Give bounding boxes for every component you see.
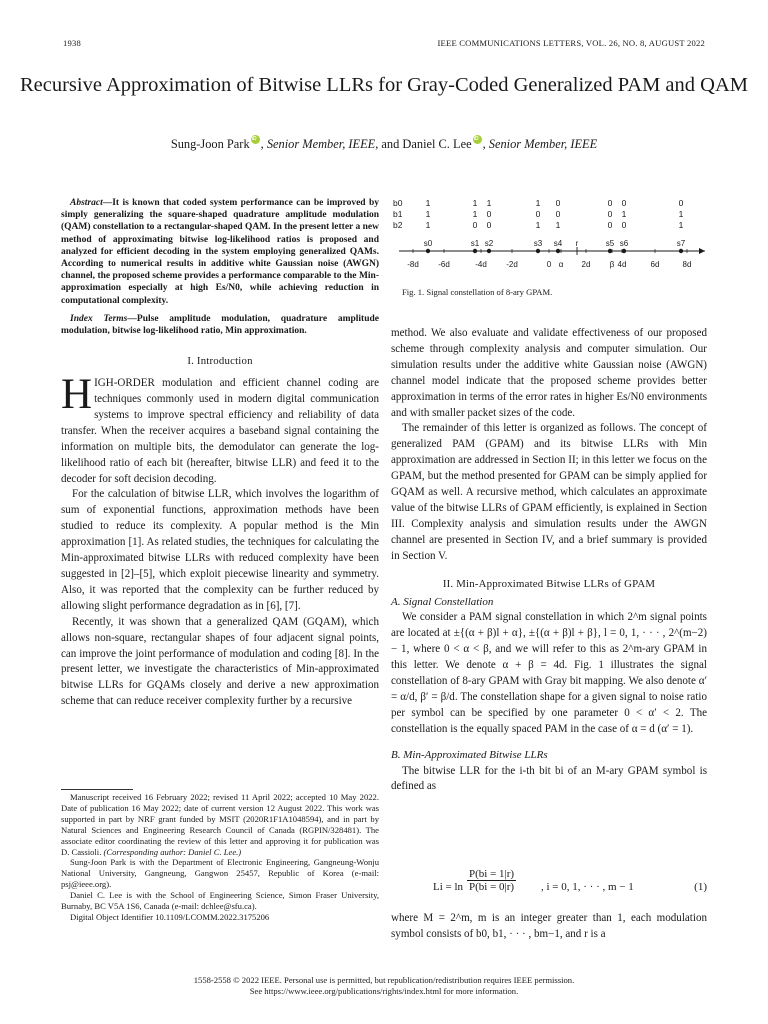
equation-denominator: P(bi = 0|r) <box>469 881 515 893</box>
signal-point <box>473 249 477 253</box>
axis-tick-label: 8d <box>682 260 692 269</box>
equation-lhs: Li = ln <box>433 881 464 893</box>
axis-tick-label: β <box>609 260 615 269</box>
author-name-1: Sung-Joon Park <box>170 137 250 151</box>
equation-1 <box>433 868 707 908</box>
bit-value: 1 <box>425 198 431 208</box>
right-paragraph-final: where M = 2^m, m is an integer greater than 1, each modulation symbol consists of b0, b1, · · · , bm−1, and r is a <box>391 912 707 940</box>
signal-point <box>622 249 626 253</box>
equation-rhs: , i = 0, 1, · · · , m − 1 <box>541 881 634 893</box>
bit-value: 0 <box>555 209 561 219</box>
bit-value: 1 <box>621 209 627 219</box>
right-column-continued <box>391 911 707 943</box>
abstract-label: Abstract— <box>70 198 113 208</box>
axis-tick-label: 0 <box>546 260 552 269</box>
axis-tick-label: -2d <box>506 260 518 269</box>
bit-value: 1 <box>472 198 478 208</box>
copyright-line-2: See https://www.ieee.org/publications/rights/index.html for more information. <box>249 985 519 996</box>
left-column <box>61 197 379 710</box>
symbol-label: s3 <box>533 239 543 248</box>
symbol-label: r <box>575 239 579 248</box>
footnote-affiliation-2: Daniel C. Lee is with the School of Engineering Science, Simon Fraser University, Burnaby, BC V5A 1S6, Canada (e-mail: dchlee@sfu.ca). <box>61 890 379 912</box>
subsection-a-paragraph: We consider a PAM signal constellation in which 2^m signal points are located at ±{(α + β)l + α}, ±{(α + β)l + β}, l = 0, 1, · · · , 2^(m−2) − 1, where 0 < α < β, and we will refer to this as 2^m-ary GPAM in this letter. We denote α + β = 4d. Fig. 1 illustrates the signal constellation of 8-ary GPAM with Gray bit mapping. We also denote α′ = α/d, β′ = β/d. The constellation shape for a given signal to noise ratio per symbol can be specified by one parameter 0 < α′ < 2. The constellation is the equally spaced PAM in the case of α = d (α′ = 1). <box>391 611 707 735</box>
constellation-diagram <box>391 196 707 280</box>
bit-value: 1 <box>555 220 561 230</box>
signal-point <box>679 249 683 253</box>
bit-value: 0 <box>486 220 492 230</box>
figure-caption: Fig. 1. Signal constellation of 8-ary GPAM. <box>402 287 553 297</box>
bit-value: 1 <box>486 198 492 208</box>
bit-value: 1 <box>425 220 431 230</box>
bit-value: 0 <box>678 198 684 208</box>
symbol-label: s0 <box>423 239 433 248</box>
signal-point <box>487 249 491 253</box>
signal-point <box>536 249 540 253</box>
footnote-doi: Digital Object Identifier 10.1109/LCOMM.2022.3175206 <box>70 911 270 922</box>
orcid-icon[interactable] <box>473 135 482 144</box>
bit-value: 1 <box>535 220 541 230</box>
bit-value: 0 <box>535 209 541 219</box>
footnote-manuscript <box>61 792 379 857</box>
bit-value: 0 <box>486 209 492 219</box>
symbol-label: s4 <box>553 239 563 248</box>
symbol-label: s7 <box>676 239 686 248</box>
footnote-rule <box>61 789 133 790</box>
footnotes <box>61 792 379 923</box>
index-terms-label: Index Terms— <box>70 313 137 324</box>
subsection-b-heading: B. Min-Approximated Bitwise LLRs <box>391 748 548 761</box>
bit-label-b0: b0 <box>393 198 403 208</box>
subsection-b-paragraph: The bitwise LLR for the i-th bit bi of an M-ary GPAM symbol is defined as <box>391 764 707 793</box>
intro-paragraph-2: For the calculation of bitwise LLR, which involves the logarithm of sum of exponential functions, approximation methods have been studied to reduce its complexity. A popular method is the Min approximation [1]. As related studies, the techniques for calculating the Min-approximated bitwise LLRs with reduced complexity have been suggested in [2]–[5], which exploit piecewise linearity and symmetry. Also, it was reported that the complexity can be further reduced by allowing slight performance degradation as in [6], [7]. <box>61 488 379 612</box>
bit-value: 0 <box>607 209 613 219</box>
bit-value: 1 <box>535 198 541 208</box>
running-header: IEEE COMMUNICATIONS LETTERS, VOL. 26, NO. 8, AUGUST 2022 <box>437 38 705 48</box>
axis-tick-label: -8d <box>407 260 419 269</box>
author-line: Sung-Joon ParkiD , Senior Member, IEEE, and Daniel C. LeeiD , Senior Member, IEEE <box>0 135 768 152</box>
bit-value: 1 <box>678 209 684 219</box>
section-heading-intro: I. Introduction <box>187 355 253 368</box>
equation-fraction <box>467 868 516 893</box>
axis-tick-label: -6d <box>438 260 450 269</box>
symbol-label: s6 <box>619 239 629 248</box>
abstract-text: It is known that coded system performance can be improved by simply generalizing the square-shaped quadrature amplitude modulation (QAM) constellation to a rectangular-shaped QAM. In the present letter a new method of approximating bitwise log-likelihood ratios is proposed and analyzed for efficient decoding in the system employing generalized QAMs. According to numerical results in additive white Gaussian noise (AWGN) channel, the proposed scheme provides a performance comparable to the Min-approximation especially at high Es/N0, while achieving reduction in computational complexity. <box>61 198 379 306</box>
bit-value: 0 <box>621 198 627 208</box>
bit-value: 1 <box>472 209 478 219</box>
abstract <box>61 197 379 307</box>
equation-numerator: P(bi = 1|r) <box>469 868 515 880</box>
intro-paragraph-3: Recently, it was shown that a generalized QAM (GQAM), which allows non-square, rectangular shapes of four adjacent signal points, can improve the joint performance of modulation and coding [8]. In the present letter, we investigate the characteristics of Min-approximated bitwise LLRs for GQAMs closely and derive a new approximation scheme that can reduce receiver complexity further by a recursive <box>61 615 379 708</box>
axis-tick-label: 6d <box>650 260 660 269</box>
subsection-a-heading: A. Signal Constellation <box>391 595 494 608</box>
right-paragraph-1: method. We also evaluate and validate effectiveness of our proposed scheme through complexity analysis and computer simulation. Our simulation results under the additive white Gaussian noise (AWGN) channel model indicate that the proposed scheme provides better approximation in terms of the error rates in higher Es/N0 environments and with smaller packet sizes of the code. <box>391 327 707 419</box>
author-role-2: Senior Member, IEEE <box>488 137 598 151</box>
right-paragraph-2: The remainder of this letter is organized as follows. The concept of generalized PAM (GPAM) and its bitwise LLRs with Min approximation are addressed in Section II; in this letter we focus on the GPAM, but the method presented for GPAM can be simply applied for GQAM as well. A recursive method, which calculates an approximate value of the bitwise LLRs of GPAM efficiently, is explained in Section III. Complexity analysis and simulation results under the AWGN channel are presented in Section IV, and a brief summary is provided in Section V. <box>391 422 707 562</box>
author-connector: , and <box>375 137 403 151</box>
index-terms <box>61 313 379 337</box>
axis-tick-label: 4d <box>617 260 627 269</box>
bit-value: 0 <box>555 198 561 208</box>
bit-value: 0 <box>607 220 613 230</box>
symbol-label: s5 <box>605 239 615 248</box>
author-name-2: Daniel C. Lee <box>402 137 472 151</box>
axis-tick-label: α <box>558 260 564 269</box>
bit-label-b1: b1 <box>393 209 403 219</box>
footnote-affiliation-1: Sung-Joon Park is with the Department of Electronic Engineering, Gangneung-Wonju National University, Gangneung, Gangwon 25457, Republic of Korea (e-mail: psj@ieee.org). <box>61 857 379 890</box>
corresponding-author: (Corresponding author: Daniel C. Lee.) <box>103 846 242 857</box>
figure-1 <box>391 196 707 280</box>
equation-number: (1) <box>694 881 707 893</box>
page-number: 1938 <box>63 38 81 48</box>
bit-value: 0 <box>621 220 627 230</box>
bit-value: 0 <box>607 198 613 208</box>
axis-tick-label: 2d <box>581 260 591 269</box>
orcid-icon[interactable] <box>251 135 260 144</box>
copyright-line-1: 1558-2558 © 2022 IEEE. Personal use is permitted, but republication/redistribution requires IEEE permission. <box>193 975 575 985</box>
intro-paragraph-1-text: IGH-ORDER modulation and efficient channel coding are techniques commonly used in modern digital communication systems to improve spectral efficiency and reliability of data transfer. When the receiver acquires a baseband signal containing the information on multiple bits, the demodulator can generate the log-likelihood ratio of each bit (hereafter, bitwise LLR) and feed it to the decoder for soft decision decoding. <box>61 377 379 485</box>
drop-cap: H <box>61 371 93 419</box>
signal-point <box>608 249 612 253</box>
signal-point <box>556 249 560 253</box>
intro-paragraph-1 <box>61 371 379 487</box>
bit-value: 1 <box>425 209 431 219</box>
author-role-1: Senior Member, IEEE <box>266 137 376 151</box>
symbol-label: s2 <box>484 239 494 248</box>
section-heading-2: II. Min-Approximated Bitwise LLRs of GPAM <box>442 577 656 590</box>
copyright-footer <box>0 975 768 997</box>
paper-title: Recursive Approximation of Bitwise LLRs for Gray-Coded Generalized PAM and QAM <box>19 74 748 96</box>
signal-point <box>426 249 430 253</box>
symbol-label: s1 <box>470 239 480 248</box>
index-terms-text: Pulse amplitude modulation, quadrature amplitude modulation, bitwise log-likelihood ratio, Min approximation. <box>61 313 379 337</box>
bit-label-b2: b2 <box>393 220 403 230</box>
footnote-manuscript-text: Manuscript received 16 February 2022; revised 11 April 2022; accepted 10 May 2022. Date of publication 16 May 2022; date of current version 12 August 2022. This work was supported in part by NRF grant funded by MSIT (2020R1F1A1048594), and in part by Natural Sciences and Engineering Research Council of Canada (RGPIN/328481). The associate editor coordinating the review of this letter and approving it for publication was D. Cassioli. <box>61 792 379 857</box>
right-column <box>391 326 707 795</box>
bit-value: 0 <box>472 220 478 230</box>
axis-arrow-icon <box>699 248 705 254</box>
axis-tick-label: -4d <box>475 260 487 269</box>
bit-value: 1 <box>678 220 684 230</box>
